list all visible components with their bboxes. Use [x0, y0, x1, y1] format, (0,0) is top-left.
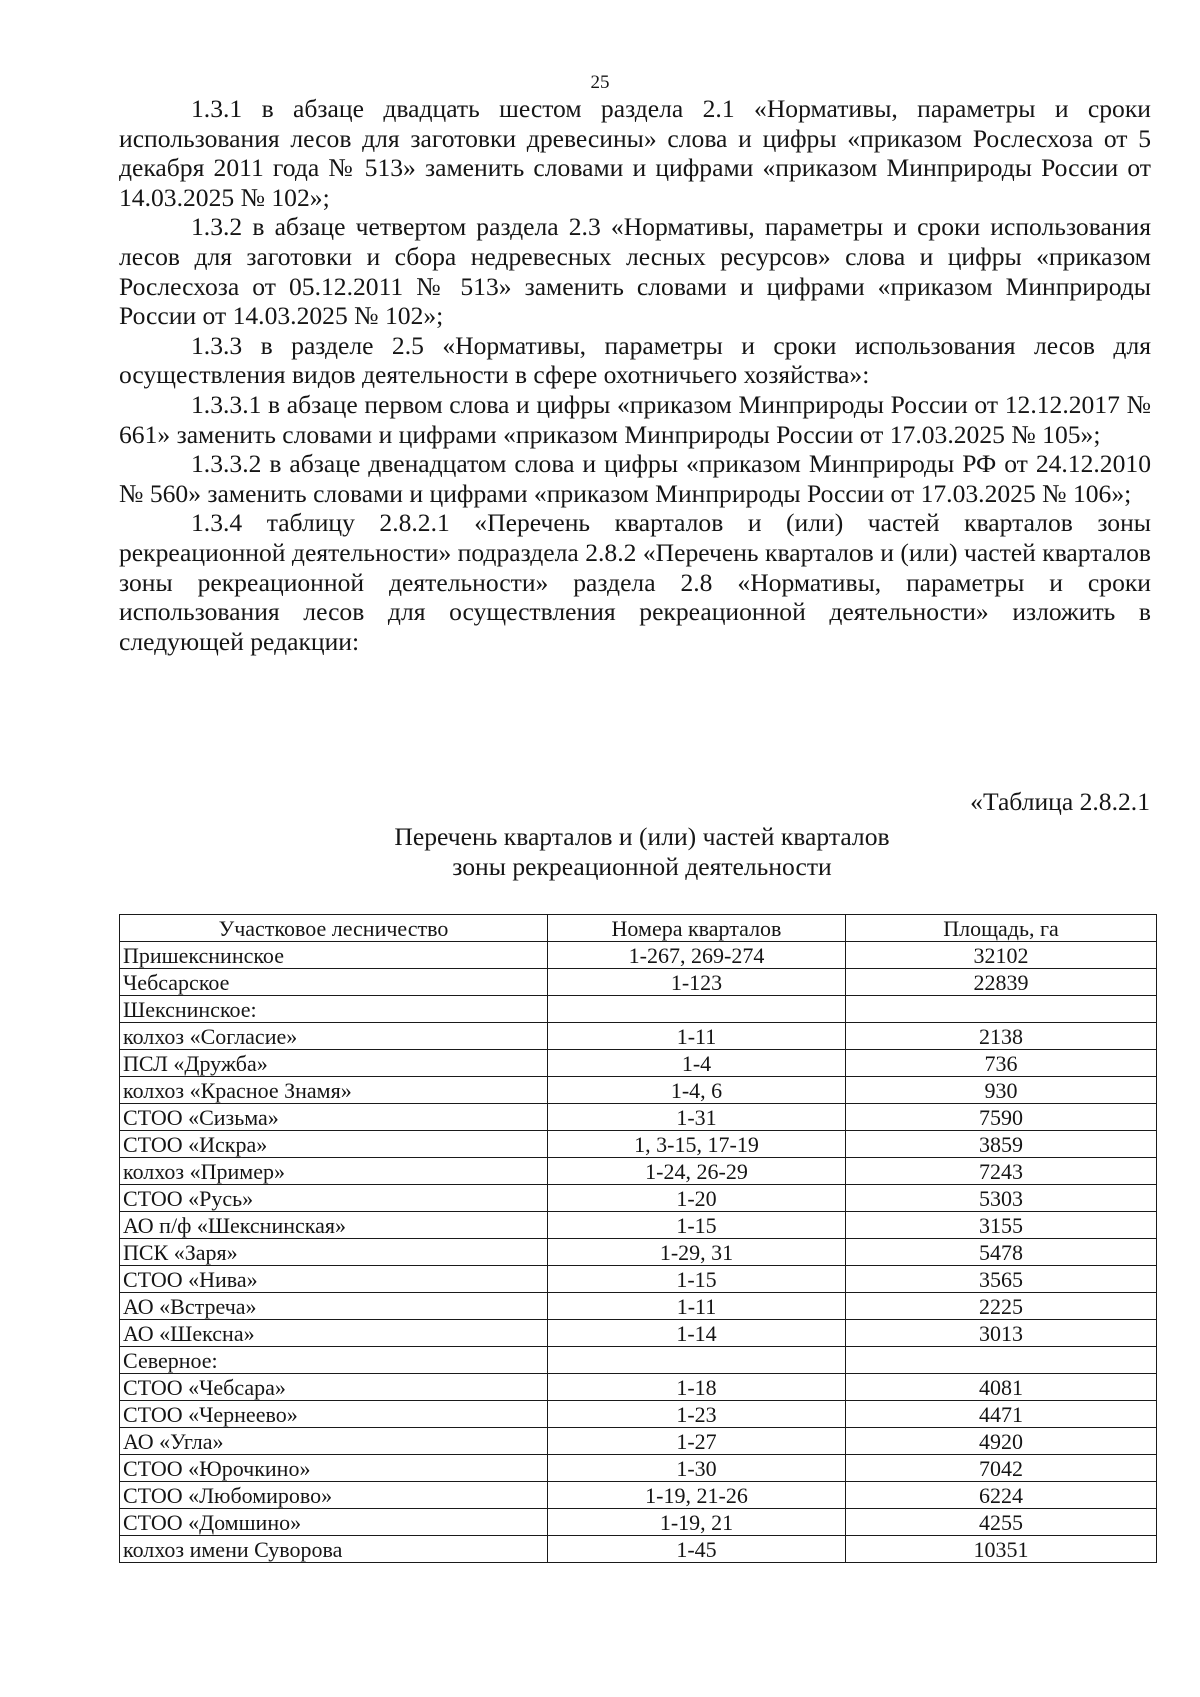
table-row [120, 1428, 1157, 1455]
table-row [120, 1185, 1157, 1212]
cell-forestry: СТОО «Любомирово» [120, 1482, 548, 1509]
cell-quarters: 1-23 [548, 1401, 846, 1428]
cell-quarters: 1-4 [548, 1050, 846, 1077]
paragraph-1-3-3-2: 1.3.3.2 в абзаце двенадцатом слова и цифры «приказом Минприроды РФ от 24.12.2010 № 560» заменить словами и цифрами «приказом Минприроды России от 17.03.2025 № 106»; [119, 449, 1151, 508]
table-row [120, 1158, 1157, 1185]
cell-area: 6224 [846, 1482, 1157, 1509]
cell-forestry: СТОО «Сизьма» [120, 1104, 548, 1131]
cell-forestry: СТОО «Чернеево» [120, 1401, 548, 1428]
cell-forestry: Шекснинское: [120, 996, 548, 1023]
cell-quarters: 1-11 [548, 1293, 846, 1320]
cell-forestry: Чебсарское [120, 969, 548, 996]
table-row [120, 1374, 1157, 1401]
cell-forestry: АО «Шексна» [120, 1320, 548, 1347]
table-row [120, 1401, 1157, 1428]
cell-quarters: 1-14 [548, 1320, 846, 1347]
table-row [120, 1347, 1157, 1374]
cell-forestry: СТОО «Нива» [120, 1266, 548, 1293]
table-row [120, 1320, 1157, 1347]
table-row [120, 1482, 1157, 1509]
cell-area [846, 996, 1157, 1023]
cell-area: 32102 [846, 942, 1157, 969]
cell-quarters: 1-24, 26-29 [548, 1158, 846, 1185]
forest-quarters-table [119, 914, 1157, 1563]
table-title-line-1: Перечень кварталов и (или) частей кварталов [394, 822, 890, 851]
cell-area: 736 [846, 1050, 1157, 1077]
cell-quarters: 1-15 [548, 1212, 846, 1239]
table-row [120, 1266, 1157, 1293]
table-row [120, 942, 1157, 969]
cell-forestry: АО п/ф «Шекснинская» [120, 1212, 548, 1239]
cell-area: 22839 [846, 969, 1157, 996]
cell-forestry: Северное: [120, 1347, 548, 1374]
cell-quarters: 1-4, 6 [548, 1077, 846, 1104]
table-row [120, 1293, 1157, 1320]
cell-quarters: 1-19, 21 [548, 1509, 846, 1536]
cell-forestry: СТОО «Чебсара» [120, 1374, 548, 1401]
cell-area: 4255 [846, 1509, 1157, 1536]
table-row [120, 969, 1157, 996]
cell-forestry: ПСК «Заря» [120, 1239, 548, 1266]
cell-area: 4920 [846, 1428, 1157, 1455]
cell-forestry: колхоз «Пример» [120, 1158, 548, 1185]
cell-forestry: СТОО «Русь» [120, 1185, 548, 1212]
table-row [120, 1212, 1157, 1239]
cell-quarters [548, 1347, 846, 1374]
cell-quarters: 1-19, 21-26 [548, 1482, 846, 1509]
cell-forestry: ПСЛ «Дружба» [120, 1050, 548, 1077]
cell-forestry: СТОО «Домшино» [120, 1509, 548, 1536]
cell-quarters: 1-30 [548, 1455, 846, 1482]
table-label: «Таблица 2.8.2.1 [970, 787, 1150, 816]
cell-quarters: 1-31 [548, 1104, 846, 1131]
table-row [120, 1050, 1157, 1077]
page-number: 25 [590, 72, 610, 93]
table-row [120, 1077, 1157, 1104]
table-row [120, 996, 1157, 1023]
document-body [119, 94, 1151, 656]
cell-area: 3565 [846, 1266, 1157, 1293]
cell-quarters: 1-29, 31 [548, 1239, 846, 1266]
cell-quarters: 1-123 [548, 969, 846, 996]
cell-quarters: 1-27 [548, 1428, 846, 1455]
cell-quarters [548, 996, 846, 1023]
table-row [120, 1455, 1157, 1482]
cell-area: 3155 [846, 1212, 1157, 1239]
paragraph-1-3-3: 1.3.3 в разделе 2.5 «Нормативы, параметры и сроки использования лесов для осуществления видов деятельности в сфере охотничьего хозяйства»: [119, 330, 1151, 390]
cell-quarters: 1-45 [548, 1536, 846, 1563]
table-row [120, 1509, 1157, 1536]
table-row [120, 1104, 1157, 1131]
cell-area [846, 1347, 1157, 1374]
cell-area: 5478 [846, 1239, 1157, 1266]
cell-area: 7042 [846, 1455, 1157, 1482]
cell-quarters: 1-15 [548, 1266, 846, 1293]
cell-forestry: СТОО «Искра» [120, 1131, 548, 1158]
cell-forestry: Пришекснинское [120, 942, 548, 969]
table-row [120, 1131, 1157, 1158]
cell-quarters: 1-18 [548, 1374, 846, 1401]
cell-area: 2225 [846, 1293, 1157, 1320]
cell-area: 3859 [846, 1131, 1157, 1158]
cell-area: 2138 [846, 1023, 1157, 1050]
header-area: Площадь, га [846, 915, 1157, 942]
cell-quarters: 1-11 [548, 1023, 846, 1050]
table-title [280, 822, 1004, 881]
cell-forestry: АО «Угла» [120, 1428, 548, 1455]
cell-forestry: СТОО «Юрочкино» [120, 1455, 548, 1482]
table-row [120, 1536, 1157, 1563]
cell-forestry: колхоз «Красное Знамя» [120, 1077, 548, 1104]
cell-area: 10351 [846, 1536, 1157, 1563]
cell-forestry: колхоз «Согласие» [120, 1023, 548, 1050]
paragraph-1-3-1: 1.3.1 в абзаце двадцать шестом раздела 2.1 «Нормативы, параметры и сроки использования лесов для заготовки древесины» слова и цифры «приказом Рослесхоза от 5 декабря 2011 года № 513» заменить словами и цифрами «приказом Минприроды России от 14.03.2025 № 102»; [119, 94, 1151, 212]
header-forestry: Участковое лесничество [120, 915, 548, 942]
cell-area: 7590 [846, 1104, 1157, 1131]
paragraph-1-3-3-1: 1.3.3.1 в абзаце первом слова и цифры «приказом Минприроды России от 12.12.2017 № 661» заменить словами и цифрами «приказом Минприроды России от 17.03.2025 № 105»; [119, 389, 1151, 449]
cell-quarters: 1-20 [548, 1185, 846, 1212]
table-row [120, 1023, 1157, 1050]
cell-area: 5303 [846, 1185, 1157, 1212]
paragraph-1-3-4: 1.3.4 таблицу 2.8.2.1 «Перечень кварталов и (или) частей кварталов зоны рекреационной деятельности» подраздела 2.8.2 «Перечень кварталов и (или) частей кварталов зоны рекреационной деятельности» раздела 2.8 «Нормативы, параметры и сроки использования лесов для осуществления рекреационной деятельности» изложить в следующей редакции: [119, 508, 1151, 656]
cell-forestry: колхоз имени Суворова [120, 1536, 548, 1563]
header-quarter-numbers: Номера кварталов [548, 915, 846, 942]
cell-area: 4471 [846, 1401, 1157, 1428]
table-body [120, 942, 1157, 1563]
cell-area: 3013 [846, 1320, 1157, 1347]
cell-area: 4081 [846, 1374, 1157, 1401]
cell-area: 7243 [846, 1158, 1157, 1185]
table-header-row [120, 915, 1157, 942]
cell-quarters: 1, 3-15, 17-19 [548, 1131, 846, 1158]
table-title-line-2: зоны рекреационной деятельности [452, 851, 832, 881]
cell-forestry: АО «Встреча» [120, 1293, 548, 1320]
paragraph-1-3-2: 1.3.2 в абзаце четвертом раздела 2.3 «Нормативы, параметры и сроки использования лесов для заготовки и сбора недревесных лесных ресурсов» слова и цифры «приказом Рослесхоза от 05.12.2011 № 513» заменить словами и цифрами «приказом Минприроды России от 14.03.2025 № 102»; [119, 212, 1151, 331]
cell-quarters: 1-267, 269-274 [548, 942, 846, 969]
table-row [120, 1239, 1157, 1266]
cell-area: 930 [846, 1077, 1157, 1104]
